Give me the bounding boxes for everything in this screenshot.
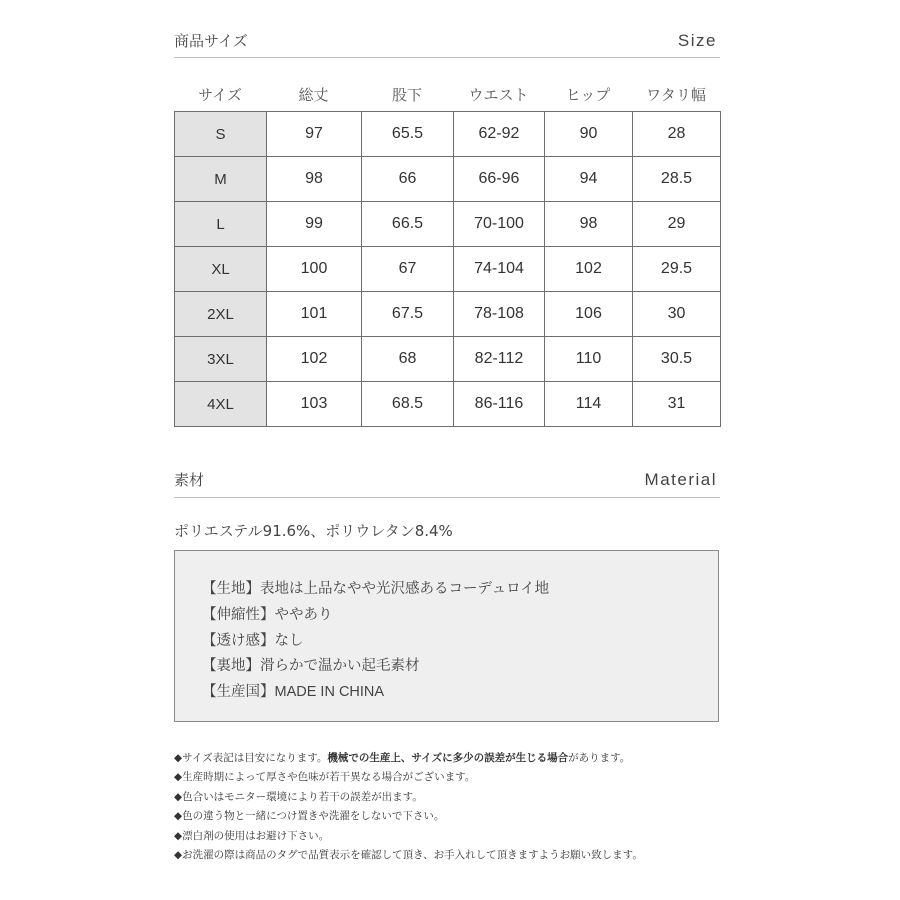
note-item — [174, 827, 734, 846]
note-text: があります。 — [568, 752, 631, 764]
detail-label: 【伸縮性】 — [202, 606, 275, 623]
detail-origin — [202, 680, 718, 706]
measurement-cell: 30.5 — [633, 337, 721, 382]
size-row — [175, 292, 721, 337]
note-item — [174, 749, 734, 768]
measurement-cell: 103 — [267, 382, 362, 427]
column-header-inseam: 股下 — [391, 86, 422, 104]
column-header-hip: ヒップ — [565, 86, 611, 104]
note-text: ◆漂白剤の使用はお避け下さい。 — [174, 829, 330, 842]
measurement-cell: 30 — [633, 292, 721, 337]
measurement-cell: 114 — [545, 382, 633, 427]
size-row — [175, 112, 721, 157]
measurement-cell: 98 — [545, 202, 633, 247]
size-label-cell: XL — [175, 247, 267, 292]
measurement-cell: 28.5 — [633, 157, 721, 202]
measurement-cell: 29 — [633, 202, 721, 247]
note-emphasis: 機械での生産上、サイズに多少の誤差が生じる場合 — [327, 752, 569, 764]
detail-label: 【生地】 — [202, 581, 260, 597]
detail-label: 【透け感】 — [202, 632, 275, 649]
measurement-cell: 67.5 — [362, 292, 454, 337]
note-item — [174, 768, 734, 787]
measurement-cell: 66 — [362, 157, 454, 202]
measurement-cell: 66.5 — [362, 202, 454, 247]
size-title-en: Size — [677, 31, 717, 50]
measurement-cell: 102 — [267, 337, 362, 382]
measurement-cell: 94 — [545, 157, 633, 202]
measurement-cell: 101 — [267, 292, 362, 337]
note-text: ◆サイズ表記は目安になります。 — [174, 752, 328, 764]
size-title-jp: 商品サイズ — [174, 32, 248, 50]
measurement-cell: 74-104 — [454, 247, 545, 292]
size-section-header — [174, 28, 720, 58]
measurement-cell: 31 — [633, 382, 721, 427]
note-text: ◆お洗濯の際は商品のタグで品質表示を確認して頂き、お手入れして頂きますようお願い致します。 — [174, 848, 643, 861]
detail-value: 滑らかで温かい起毛素材 — [260, 658, 420, 675]
measurement-cell: 68.5 — [362, 382, 454, 427]
size-table — [174, 111, 721, 427]
column-header-total-length: 総丈 — [298, 86, 329, 104]
size-row — [175, 247, 721, 292]
measurement-cell: 100 — [267, 247, 362, 292]
note-item — [174, 846, 734, 865]
size-label-cell: L — [175, 202, 267, 247]
size-table-column-headers — [174, 84, 720, 106]
measurement-cell: 62-92 — [454, 112, 545, 157]
fabric-details-box — [174, 550, 719, 722]
size-row — [175, 202, 721, 247]
measurement-cell: 66-96 — [454, 157, 545, 202]
material-title-en: Material — [644, 470, 717, 489]
note-item — [174, 788, 734, 807]
size-label-cell: 2XL — [175, 292, 267, 337]
measurement-cell: 65.5 — [362, 112, 454, 157]
care-notes — [174, 749, 734, 865]
detail-value: 表地は上品なやや光沢感あるコーデュロイ地 — [260, 581, 550, 597]
note-text: ◆色の違う物と一緒につけ置きや洗濯をしないで下さい。 — [174, 810, 445, 823]
detail-fabric — [202, 577, 718, 603]
measurement-cell: 28 — [633, 112, 721, 157]
material-section-header — [174, 466, 720, 498]
note-text: ◆生産時期によって厚さや色味が若干異なる場合がございます。 — [174, 771, 476, 784]
measurement-cell: 98 — [267, 157, 362, 202]
detail-value: ややあり — [274, 606, 333, 623]
detail-stretch — [202, 603, 718, 629]
size-label-cell: 3XL — [175, 337, 267, 382]
measurement-cell: 82-112 — [454, 337, 545, 382]
detail-sheerness — [202, 629, 718, 655]
column-header-thigh-width: ワタリ幅 — [646, 86, 706, 104]
detail-label: 【生産国】 — [202, 684, 275, 701]
size-row — [175, 337, 721, 382]
size-label-cell: M — [175, 157, 267, 202]
note-item — [174, 807, 734, 826]
column-header-waist: ウエスト — [468, 86, 529, 104]
measurement-cell: 70-100 — [454, 202, 545, 247]
measurement-cell: 90 — [545, 112, 633, 157]
measurement-cell: 86-116 — [454, 382, 545, 427]
note-text: ◆色合いはモニター環境により若干の誤差が出ます。 — [174, 790, 423, 803]
measurement-cell: 106 — [545, 292, 633, 337]
measurement-cell: 99 — [267, 202, 362, 247]
size-row — [175, 382, 721, 427]
measurement-cell: 68 — [362, 337, 454, 382]
material-composition: ポリエステル91.6%、ポリウレタン8.4% — [174, 522, 453, 540]
detail-value: MADE IN CHINA — [274, 684, 385, 701]
measurement-cell: 29.5 — [633, 247, 721, 292]
detail-value: なし — [274, 632, 304, 649]
measurement-cell: 110 — [545, 337, 633, 382]
measurement-cell: 102 — [545, 247, 633, 292]
measurement-cell: 78-108 — [454, 292, 545, 337]
detail-lining — [202, 654, 718, 680]
size-label-cell: 4XL — [175, 382, 267, 427]
measurement-cell: 97 — [267, 112, 362, 157]
measurement-cell: 67 — [362, 247, 454, 292]
detail-label: 【裏地】 — [202, 658, 260, 675]
size-row — [175, 157, 721, 202]
size-label-cell: S — [175, 112, 267, 157]
column-header-size: サイズ — [198, 86, 242, 104]
material-title-jp: 素材 — [174, 471, 205, 489]
